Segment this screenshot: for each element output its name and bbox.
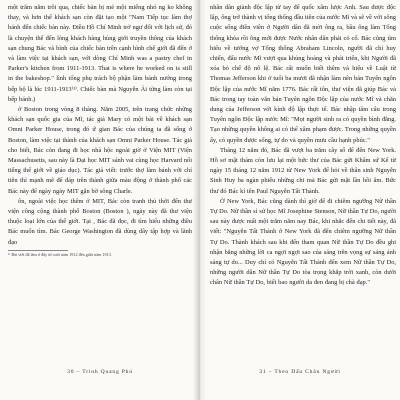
page-footer: 31 – Theo Dấu Chân Người [259,369,341,375]
paragraph: nhân dân giành độc lập từ tay đế quốc xâm lược Anh. Sau được độc lập, ông trở thành vị tổng thống đầu tiên của nước Mĩ và sẽ về với sông cuộc sống điền viên ở Người dân đã mời ông ra, bầu ông làm Tổng thống khóa rồi ông mới được Nước nhân dân phải có cố. Bác cũng tìm hiểu về tướng vợ Tổng thống Abraham Lincoln, người đã chỉ huy chiến, đấu nước Mĩ vượt qua khủng hoảng và phát triển, khi Người đã xóa bỏ chế độ nô lệ. Bác rất muốn biết thêm và hiểu về Luật từ Thomas Jefferson khi ở tuổi ba mươi đã nhận làm nên bản Tuyên ngôn Độc lập của nước Mĩ năm 1776. Bác rất tôn, thư viện đã giúp Bác và Bác trong tay toàn văn bản Tuyên ngôn Độc lập của nước Mĩ và chăn dung của Jefferson với kính độ lập thực tế. Bác nhập tâm câu trong Tuyên ngôn Độc lập nước Mĩ: "Mọi người sinh ra có quyền bình đẳng. Tạo những quyền không ai có thể xâm phạm được. Trong những quyền ấy, có quyền được sống, tự do và quyền mưu cầu hạnh phúc." [210,4,396,144]
right-page-body [210,3,396,289]
paragraph: Ở New York, Bác cũng dành thì giờ để đi chiêm ngưỡng Nữ thần Tự Do. Nữ thần sỉ sử học Mĩ Josephine Stenson, Nữ thần Tự Do, người sau này được mất một trăm năm nay Bác, khi nhắc đến chi tiết này, đã viết: "Nguyễn Tất Thành ở New York đã đến chiêm ngưỡng Nữ thần Tự Do. Thành khách sau khi đến tham quan Nữ thần Tự Do đều ghi nhận bằng những lời ca ngợi ngợi sao của sáng trên vọng sự sáng ánh sáng tự do... Duy chỉ có Nguyễn Tất Thành đến xem Nữ thần Tự Do, những người dân Nữ thần Tự Do tòa trọng khắp trời xanh, còn dưới chân Nữ thần Tự Do, biết bao người da đen đang bị chà đạp." [210,197,396,287]
paragraph: Tháng 12 năm đó, Bác đã vượt ba trăm cây số để đến New York. Hồ sơ mật thám còn lưu lại một bức thư của Bác gửi Khâm sứ Kể từ ngày 15 tháng 12 năm 1912 từ New York để hỏi về thân sinh Nguyễn Sinh Huy ba ngàn phiếu những chi mà Bác gửi mặt lần hồi âm. Bức thư đó Bác kí tên Paul Nguyễn Tất Thành. [210,146,396,195]
right-page [200,0,400,400]
left-page-body [8,3,192,248]
footnote-divider [8,250,68,251]
paragraph: ôn, ngoài việc học thêm ở MIT, Bác còn tranh thủ thời đến thư viện công cộng thành phố Boston (Boston ), ngày này đã thư viện thuộc loại lớn của thế giới. Tại , Bác đã đọc, đi tìm hiểu những điều Bác muốn tìm. Bác George Washington đã dùng dây tập hợp và lãnh đạo [8,197,192,246]
footnote: ¹⁾ Bài viết đã làm ở đây từ cuối năm 1912 đến giữa năm 1913. [8,251,112,257]
paragraph: một trăm năm trôi qua, chiếc bàn bị mẻ một miếng nhỏ ng ko không thay, và hơn thế khách sạn còn đặt tạo một "Nam Tiếp tục làm thợ bánh đến chiếc bàn này. Điều Hồ Chí Minh trở ngư đối với lịch sử, đó là chuyện thế đến lòng khách hàng hùng giới truyền thông của khách sạn chung Bác và bình của chiếc bàn trên cạnh hình chế giới đã đến ở và làm việc tại khách sạn, với dòng Chí Minh was a pastry chef in Parker's kitchen from 1911-1913. That is where he worked on is still in the bakeshop." lình tổng phụ trách bộ phận làm bánh nướng trong bếp bộ là lúc 1911-1913⁽¹⁾. Chiếc bàn mà Nguyễn Ái từng làm còn tại bếp bánh.) [8,4,192,103]
page-footer: 30 – Trình Quang Phú [67,369,133,375]
paragraph: ở Boston trong vòng 8 tháng. Năm 2005, trên trang chức những khách sạn quốc gia của Mĩ, tác giả Mary có một bài về khách sạn Omni Parker House, trong đó ứ gian Bác của chúng ta đã sống ở Boston, làm việc tại thành của khách sạn Omni Parker House. Tác giả cho biết, Bác còn đang đi học nhà hộc ngoài giờ ở Viện MIT (Viện Massachusetts, sau này là Đại học MIT sánh vai cùng học Harvard nổi tiếng thế giới về giáo dục). Tác giả viết: trước thợ làm bánh với chỉ tiên thì mạnh mẽ để đáp trên thành giữa màu động ở thành phố các Bác này để ngày ngày MIT gặn bờ sông Charle. [8,106,192,195]
